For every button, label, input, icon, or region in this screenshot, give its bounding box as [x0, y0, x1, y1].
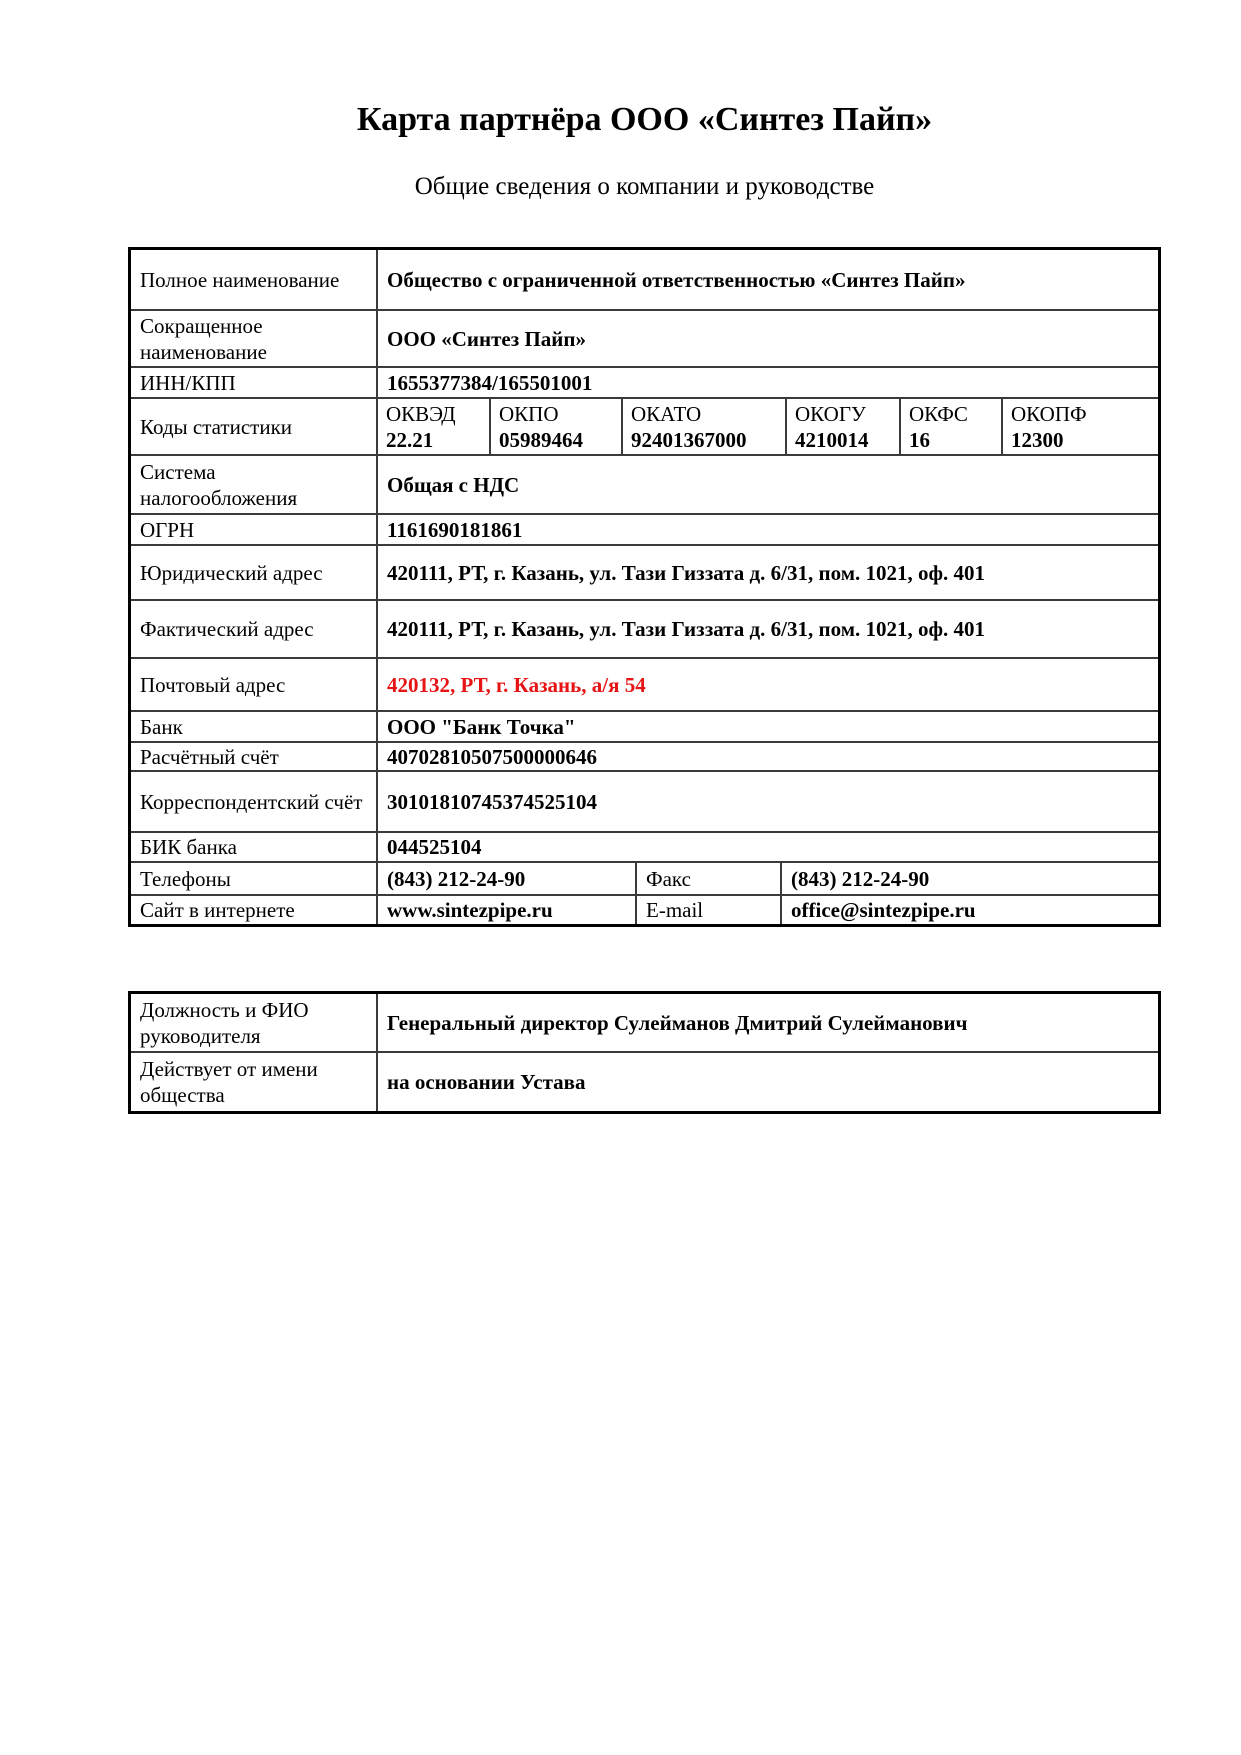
bik-value: 044525104 [376, 833, 1158, 861]
table-row-stat-codes [131, 397, 1158, 454]
table-row-bik [131, 831, 1158, 861]
table-row-basis [131, 1051, 1158, 1111]
fax-label: Факс [635, 863, 780, 894]
okopf-code-name: ОКОПФ [1011, 401, 1087, 426]
phones-label: Телефоны [140, 866, 231, 891]
table-row-correspondent-account [131, 770, 1158, 831]
settlement-account-label: Расчётный счёт [140, 744, 279, 769]
inn-kpp-value: 1655377384/165501001 [376, 368, 1158, 397]
correspondent-account-value: 30101810745374525104 [376, 772, 1158, 831]
okved-code-name: ОКВЭД [386, 401, 456, 426]
fax-value: (843) 212-24-90 [780, 863, 1158, 894]
ogrn-label: ОГРН [140, 517, 195, 542]
table-row-bank [131, 710, 1158, 741]
okogu-code-name: ОКОГУ [795, 401, 866, 426]
tax-system-label: Система налогообложения [140, 459, 298, 510]
okpo-code-value: 05989464 [499, 427, 583, 452]
stat-code-okfs [899, 399, 1001, 454]
stat-code-okved [376, 399, 489, 454]
okpo-code-name: ОКПО [499, 401, 559, 426]
okopf-code-value: 12300 [1011, 427, 1064, 452]
table-row-website [131, 894, 1158, 924]
ogrn-value: 1161690181861 [376, 515, 1158, 544]
email-label: E-mail [635, 896, 780, 924]
table-row-full-name [131, 250, 1158, 309]
basis-label: Действует от имени общества [140, 1057, 318, 1107]
actual-address-value: 420111, РТ, г. Казань, ул. Тази Гиззата д. 6/31, пом. 1021, оф. 401 [376, 601, 1158, 657]
table-row-actual-address [131, 599, 1158, 657]
short-name-label: Сокращенное наименование [140, 313, 267, 364]
table-row-legal-address [131, 544, 1158, 599]
table-row-ogrn [131, 513, 1158, 544]
short-name-value: ООО «Синтез Пайп» [376, 311, 1158, 366]
head-value: Генеральный директор Сулейманов Дмитрий Сулейманович [376, 994, 1158, 1051]
legal-address-value: 420111, РТ, г. Казань, ул. Тази Гиззата д. 6/31, пом. 1021, оф. 401 [376, 546, 1158, 599]
okato-code-name: ОКАТО [631, 401, 702, 426]
stat-codes-label: Коды статистики [140, 414, 293, 439]
legal-address-label: Юридический адрес [140, 560, 323, 585]
page-subtitle: Общие сведения о компании и руководстве [414, 173, 875, 200]
okfs-code-value: 16 [909, 427, 930, 452]
table-row-short-name [131, 309, 1158, 366]
bank-value: ООО "Банк Точка" [376, 712, 1158, 741]
stat-code-okopf [1001, 399, 1158, 454]
website-value: www.sintezpipe.ru [376, 896, 635, 924]
stat-code-okato [621, 399, 785, 454]
email-value: office@sintezpipe.ru [780, 896, 1158, 924]
company-info-table [128, 247, 1161, 927]
okato-code-value: 92401367000 [631, 427, 747, 452]
table-row-postal-address [131, 657, 1158, 710]
bik-label: БИК банка [140, 835, 237, 859]
phones-value: (843) 212-24-90 [376, 863, 635, 894]
page-title: Карта партнёра ООО «Синтез Пайп» [356, 101, 933, 138]
okfs-code-name: ОКФС [909, 401, 968, 426]
basis-value: на основании Устава [376, 1053, 1158, 1111]
tax-system-value: Общая с НДС [376, 456, 1158, 513]
head-label: Должность и ФИО руководителя [140, 997, 309, 1048]
full-name-label: Полное наименование [140, 267, 340, 292]
actual-address-label: Фактический адрес [140, 617, 314, 641]
stat-code-okpo [489, 399, 621, 454]
full-name-value: Общество с ограниченной ответственностью «Синтез Пайп» [376, 250, 1158, 309]
table-row-phones [131, 861, 1158, 894]
document-page [128, 0, 1161, 1114]
table-row-settlement-account [131, 741, 1158, 770]
postal-address-label: Почтовый адрес [140, 672, 286, 697]
table-row-head [131, 994, 1158, 1051]
table-row-tax-system [131, 454, 1158, 513]
okved-code-value: 22.21 [386, 427, 434, 452]
postal-address-value: 420132, РТ, г. Казань, а/я 54 [376, 659, 1158, 710]
table-row-inn-kpp [131, 366, 1158, 397]
bank-label: Банк [140, 714, 183, 739]
okogu-code-value: 4210014 [795, 427, 869, 452]
management-table [128, 991, 1161, 1114]
website-label: Сайт в интернете [140, 898, 295, 922]
correspondent-account-label: Корреспондентский счёт [140, 789, 363, 814]
settlement-account-value: 40702810507500000646 [376, 743, 1158, 770]
inn-kpp-label: ИНН/КПП [140, 370, 236, 395]
stat-code-okogu [785, 399, 899, 454]
